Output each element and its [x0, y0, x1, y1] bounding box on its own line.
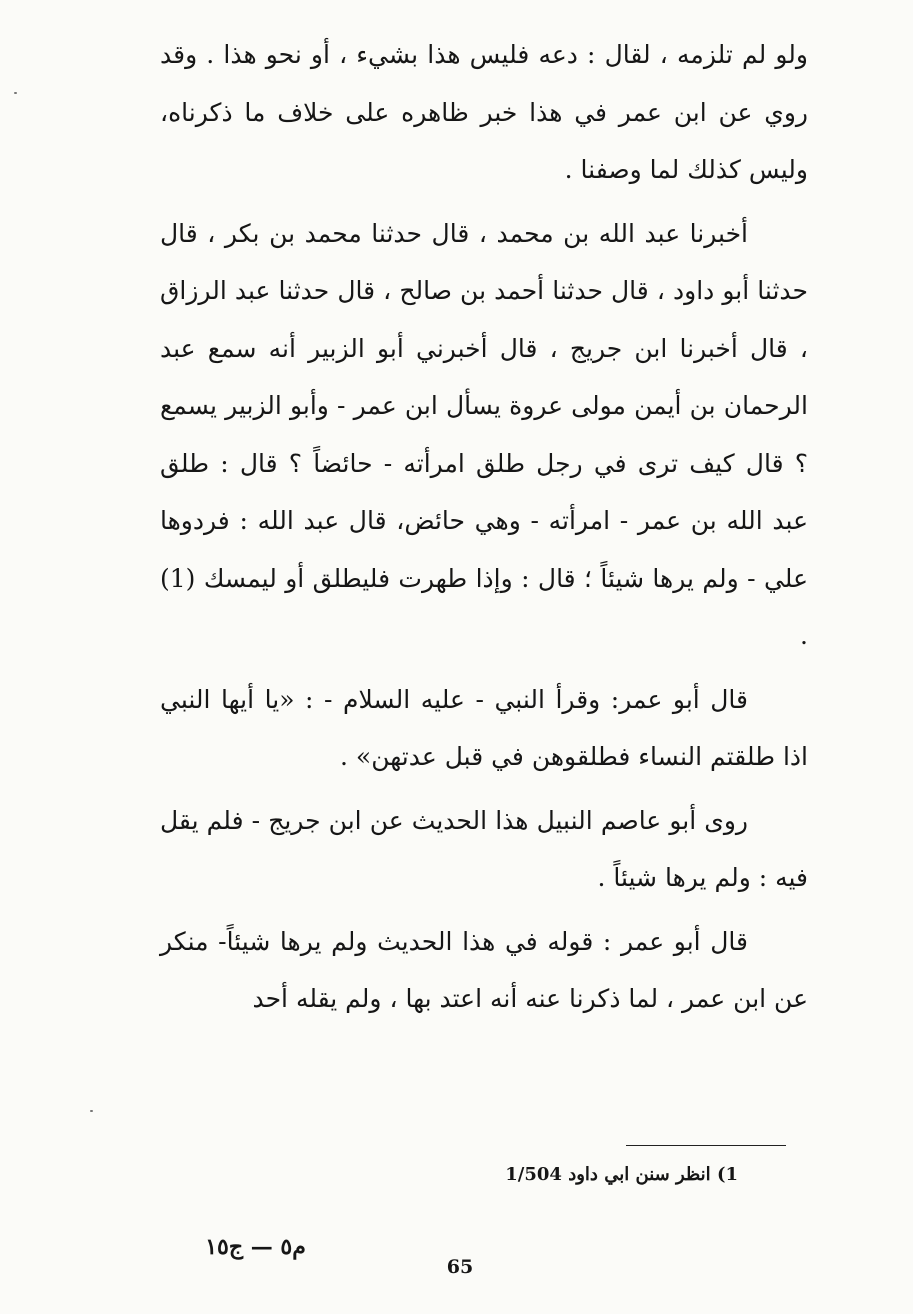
paragraph-5: قال أبو عمر : قوله في هذا الحديث ولم يرها شيئاً- منكر عن ابن عمر ، لما ذكرنا عنه أنه اعتد بها ، ولم يقله أحد [160, 926, 808, 1013]
paragraph-1: ولو لم تلزمه ، لقال : دعه فليس هذا بشيء ، أو نحو هذا . وقد روي عن ابن عمر في هذا خبر ظاهره على خلاف ما ذكرناه، وليس كذلك لما وصفنا . [160, 40, 808, 184]
paragraph-3: قال أبو عمر: وقرأ النبي - عليه السلام - : «يا أيها النبي اذا طلقتم النساء فطلقوهن في قبل عدتهن» . [160, 684, 808, 771]
paragraph-4: روى أبو عاصم النبيل هذا الحديث عن ابن جريج - فلم يقل فيه : ولم يرها شيئاً . [160, 805, 808, 892]
footnote: 1) انظر سنن ابي داود 1/504 [505, 1164, 738, 1185]
footnote-divider [626, 1145, 786, 1146]
body-text [160, 26, 808, 1028]
paragraph-2: أخبرنا عبد الله بن محمد ، قال حدثنا محمد بن بكر ، قال حدثنا أبو داود ، قال حدثنا أحمد بن صالح ، قال حدثنا عبد الرزاق ، قال أخبرنا ابن جريج ، قال أخبرني أبو الزبير أنه سمع عبد الرحمان بن أيمن مولى عروة يسأل ابن عمر - وأبو الزبير يسمع ؟ قال كيف ترى في رجل طلق امرأته - حائضاً ؟ قال : طلق عبد الله بن عمر - امرأته - وهي حائض، قال عبد الله : فردوها علي - ولم يرها شيئاً ؛ قال : وإذا طهرت فليطلق أو ليمسك (1) . [160, 218, 808, 650]
scan-speck [14, 92, 17, 94]
scan-speck [90, 1110, 93, 1112]
signature-mark: م٥ — ج١٥ [205, 1234, 306, 1260]
page-number: 65 [446, 1256, 474, 1278]
